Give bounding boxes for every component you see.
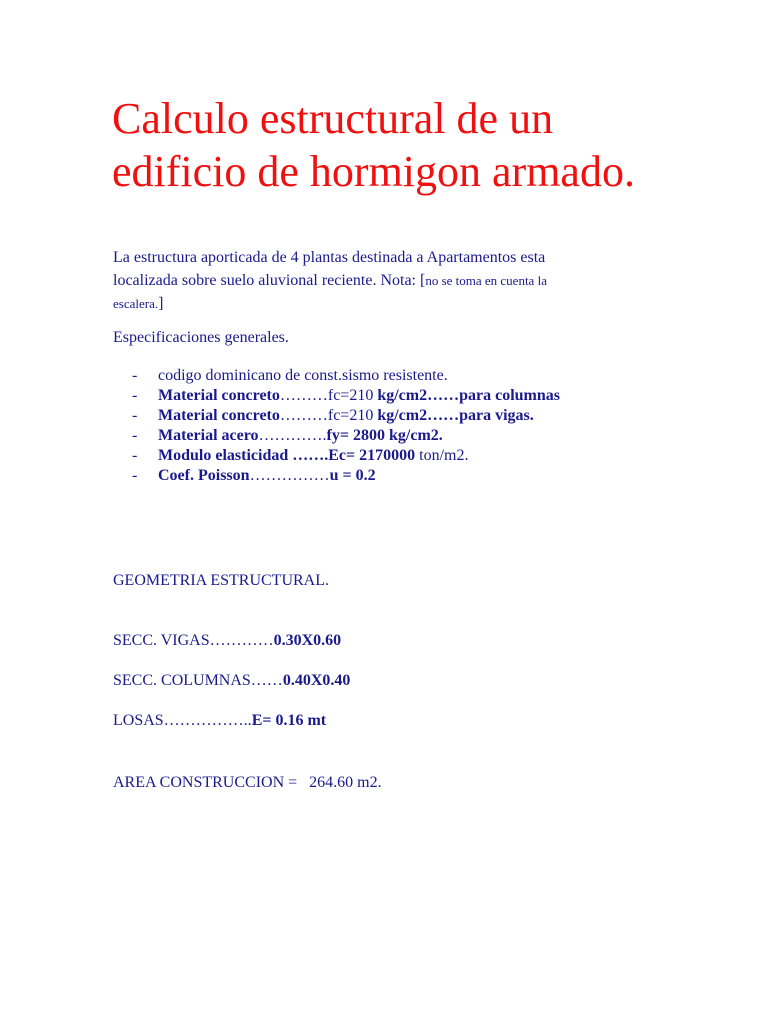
spec-value: kg/cm2……para columnas bbox=[373, 387, 560, 404]
specs-list bbox=[132, 366, 692, 486]
intro-note-end: ] bbox=[158, 295, 164, 312]
beam-section-line bbox=[113, 631, 341, 651]
beam-section-value: 0.30X0.60 bbox=[273, 632, 342, 649]
column-section-label: SECC. COLUMNAS…… bbox=[113, 672, 283, 689]
bullet-dash: - bbox=[132, 367, 138, 384]
intro-paragraph bbox=[113, 246, 713, 315]
geometry-heading: GEOMETRIA ESTRUCTURAL. bbox=[113, 572, 329, 589]
slab-value: E= 0.16 mt bbox=[251, 712, 327, 729]
spec-item-code bbox=[132, 366, 692, 386]
spec-text: codigo dominicano de const.sismo resistente. bbox=[158, 367, 448, 384]
spec-dots: ………fc=210 bbox=[279, 407, 374, 424]
spec-dots: …………… bbox=[249, 467, 330, 484]
intro-note-part-2: escalera. bbox=[113, 296, 159, 311]
spec-item-concrete-beams bbox=[132, 406, 692, 426]
spec-item-steel bbox=[132, 426, 692, 446]
bullet-dash: - bbox=[132, 467, 138, 484]
slab-label: LOSAS…………….. bbox=[113, 712, 252, 729]
spec-label: Modulo elasticidad bbox=[158, 447, 289, 464]
spec-value: u = 0.2 bbox=[329, 467, 376, 484]
spec-unit: ton/m2. bbox=[415, 447, 469, 464]
spec-value: kg/cm2……para vigas. bbox=[373, 407, 534, 424]
spec-value: …….Ec= 2170000 bbox=[288, 447, 416, 464]
spec-dots: …………. bbox=[258, 427, 327, 444]
page-title bbox=[112, 92, 732, 198]
bullet-dash: - bbox=[132, 387, 138, 404]
title-line-2: edificio de hormigon armado. bbox=[112, 147, 635, 196]
spec-label: Material concreto bbox=[158, 407, 280, 424]
bullet-dash: - bbox=[132, 447, 138, 464]
construction-area-line bbox=[113, 773, 382, 793]
spec-label: Material concreto bbox=[158, 387, 280, 404]
spec-item-elasticity bbox=[132, 446, 692, 466]
specs-heading: Especificaciones generales. bbox=[113, 329, 289, 346]
spec-label: Material acero bbox=[158, 427, 259, 444]
column-section-value: 0.40X0.40 bbox=[282, 672, 351, 689]
spec-label: Coef. Poisson bbox=[158, 467, 250, 484]
spec-item-concrete-columns bbox=[132, 386, 692, 406]
beam-section-label: SECC. VIGAS………… bbox=[113, 632, 274, 649]
bullet-dash: - bbox=[132, 427, 138, 444]
spec-value: fy= 2800 kg/cm2. bbox=[326, 427, 443, 444]
intro-line-2: localizada sobre suelo aluvional reciente. Nota: [ bbox=[113, 272, 426, 289]
construction-area-value: 264.60 m2. bbox=[309, 774, 382, 791]
title-line-1: Calculo estructural de un bbox=[112, 94, 554, 143]
intro-line-1: La estructura aporticada de 4 plantas destinada a Apartamentos esta bbox=[113, 249, 546, 266]
spec-item-poisson bbox=[132, 466, 692, 486]
construction-area-label: AREA CONSTRUCCION = bbox=[113, 774, 310, 791]
slab-line bbox=[113, 711, 326, 731]
intro-note-part-1: no se toma en cuenta la bbox=[425, 273, 547, 288]
column-section-line bbox=[113, 671, 350, 691]
bullet-dash: - bbox=[132, 407, 138, 424]
spec-dots: ………fc=210 bbox=[279, 387, 374, 404]
